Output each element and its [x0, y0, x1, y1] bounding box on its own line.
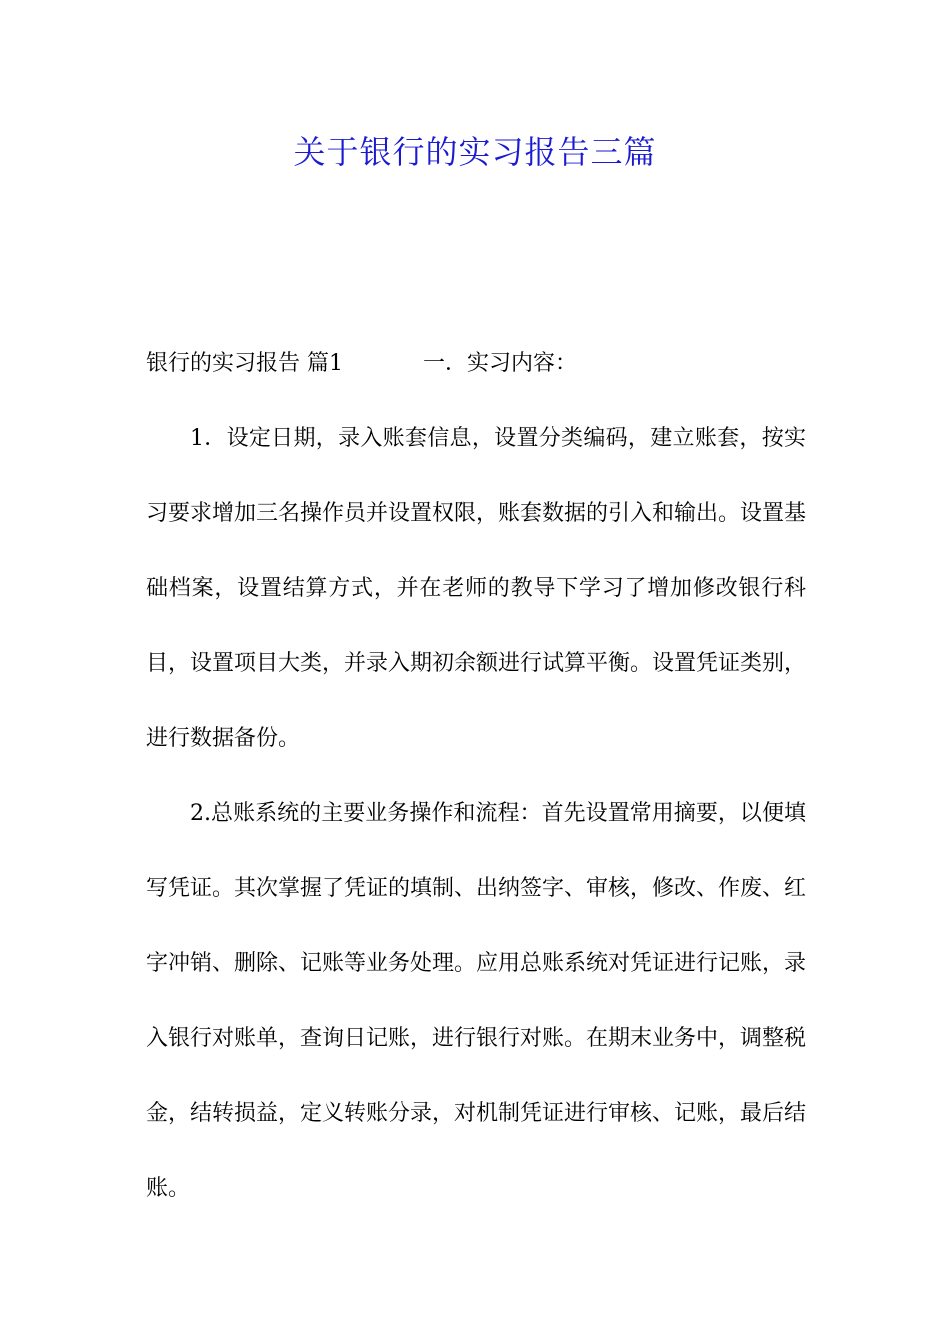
document-title: 关于银行的实习报告三篇 [293, 133, 657, 171]
section-heading: 一．实习内容： [423, 351, 578, 376]
section-heading-line [146, 326, 806, 401]
document-body [146, 326, 806, 1226]
report-heading: 银行的实习报告 篇1 [146, 351, 343, 376]
paragraph-2: 2.总账系统的主要业务操作和流程：首先设置常用摘要，以便填写凭证。其次掌握了凭证的填制、出纳签字、审核，修改、作废、红字冲销、删除、记账等业务处理。应用总账系统对凭证进行记账，录入银行对账单，查询日记账，进行银行对账。在期末业务中，调整税金，结转损益，定义转账分录，对机制凭证进行审核、记账，最后结账。 [146, 801, 807, 1201]
paragraph-1: 1．设定日期，录入账套信息，设置分类编码，建立账套，按实习要求增加三名操作员并设置权限，账套数据的引入和输出。设置基础档案，设置结算方式，并在老师的教导下学习了增加修改银行科目，设置项目大类，并录入期初余额进行试算平衡。设置凭证类别，进行数据备份。 [146, 426, 807, 751]
